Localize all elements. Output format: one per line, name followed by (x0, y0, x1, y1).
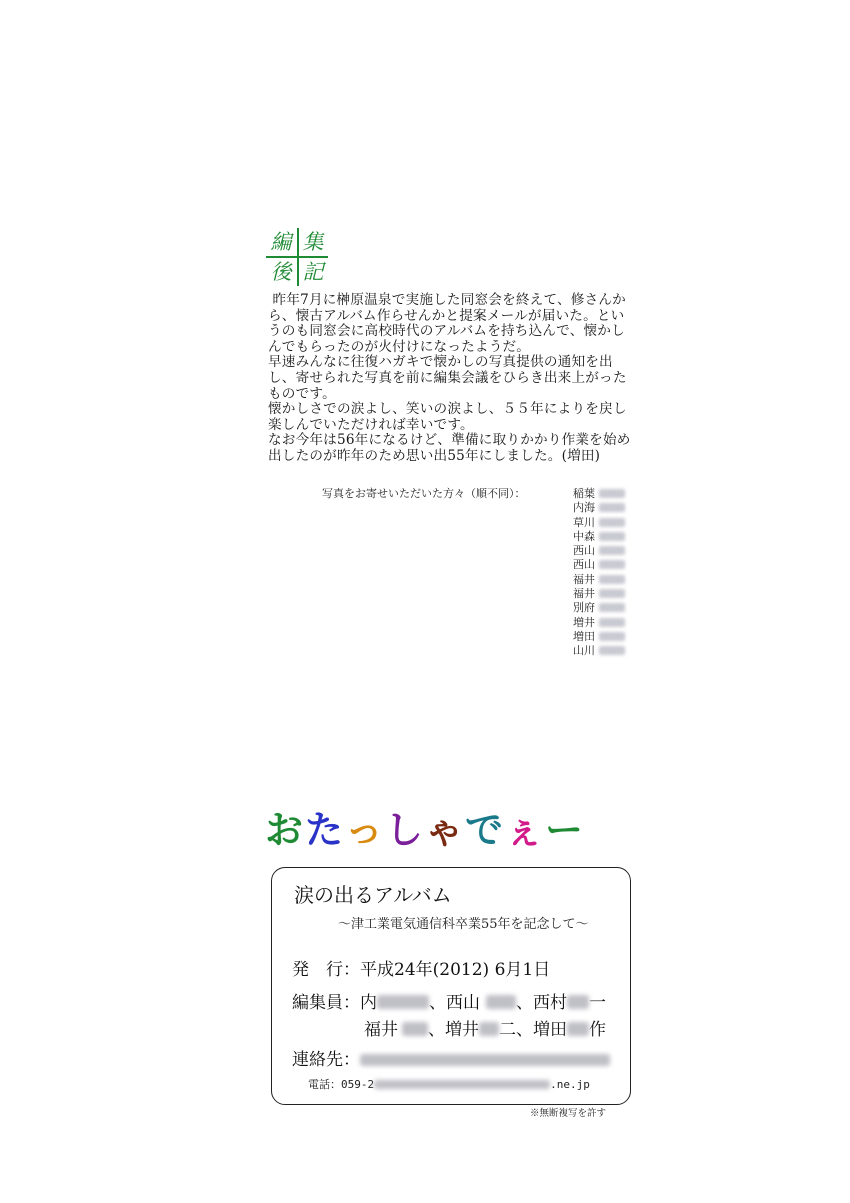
copyright-note: ※無断複写を許す (530, 1108, 607, 1119)
brand-char: で (465, 808, 506, 852)
editor-name: 作 (589, 1020, 606, 1040)
contact-row (292, 1048, 610, 1072)
publish-date: 平成24年(2012) 6月1日 (360, 960, 551, 980)
brand-char: し (384, 808, 425, 852)
redacted-name (599, 589, 625, 598)
phone-row (308, 1078, 590, 1092)
redacted-name (599, 560, 625, 569)
contact-label: 連絡先： (292, 1050, 360, 1070)
body-paragraph-2: 早速みんなに往復ハガキで懐かしの写真提供の通知を出し、寄せられた写真を前に編集会議をひらき出来上がったものです。 (268, 354, 627, 402)
redacted-name (599, 618, 625, 627)
editor-name: 一 (589, 993, 606, 1013)
contributor-name: 山川 (573, 644, 595, 658)
postscript-body (268, 293, 638, 465)
list-item (573, 487, 643, 501)
contributor-name: 増田 (573, 629, 595, 643)
publish-label: 発 行： (292, 960, 360, 980)
brand-char: お (264, 808, 305, 852)
contributor-name: 増井 (573, 615, 595, 629)
contributor-name: 中森 (573, 529, 595, 543)
contributors-list (573, 487, 643, 659)
list-item (573, 544, 643, 558)
editors-row-1 (292, 991, 606, 1015)
editor-name: 、西村 (516, 993, 567, 1013)
redacted-name (599, 632, 625, 641)
redacted-phone-email (374, 1080, 550, 1089)
album-title: 涙の出るアルバム (294, 883, 452, 907)
redacted-name (479, 1022, 499, 1036)
colophon-box (271, 867, 631, 1105)
redacted-address (360, 1054, 610, 1066)
body-paragraph-4: なお今年は56年になるけど、準備に取りかかり作業を始め出したのが昨年のため思い出55年にしました。(増田) (268, 432, 631, 464)
email-tail: .ne.jp (550, 1078, 590, 1091)
editors-row-2 (364, 1018, 606, 1042)
editor-name: 、西山 (429, 993, 480, 1013)
list-item (573, 601, 643, 615)
list-item (573, 501, 643, 515)
brand-char: た (304, 808, 345, 852)
contributor-name: 稲葉 (573, 487, 595, 500)
redacted-name (599, 575, 625, 584)
brand-title (0, 806, 850, 854)
list-item (573, 587, 643, 601)
heading-char-3: 後 (270, 260, 292, 284)
brand-char: ゃ (425, 808, 466, 852)
brand-char: っ (344, 808, 385, 852)
body-paragraph-3: 懐かしさでの涙よし、笑いの涙よし、５５年によりを戻し楽しんでいただければ幸いです。 (268, 401, 627, 433)
editors-label: 編集員： (292, 993, 360, 1013)
album-subtitle: 〜津工業電気通信科卒業55年を記念して〜 (338, 917, 589, 932)
phone-label: 電話：059-2 (308, 1078, 375, 1091)
editor-name: 福井 (364, 1020, 398, 1040)
editor-name: 、増井 (428, 1020, 479, 1040)
contributor-name: 西山 (573, 544, 595, 558)
redacted-name (486, 995, 516, 1009)
redacted-name (567, 1022, 589, 1036)
publish-row (292, 958, 550, 982)
heading-char-2: 集 (302, 230, 324, 254)
contributor-name: 別府 (573, 601, 595, 615)
contributor-name: 福井 (573, 572, 595, 586)
editor-name: 内 (360, 993, 377, 1013)
redacted-name (599, 503, 625, 512)
list-item (573, 558, 643, 572)
contributor-name: 内海 (573, 501, 595, 515)
redacted-name (567, 995, 589, 1009)
brand-char: ー (545, 808, 586, 852)
redacted-name (599, 489, 625, 498)
redacted-name (599, 646, 625, 655)
body-paragraph-1: 昨年7月に榊原温泉で実施した同窓会を終えて、修さんから、懐古アルバム作らせんかと提案メールが届いた。というのも同窓会に高校時代のアルバムを持ち込んで、懐かしんでもらったのが火付けになったようだ。 (268, 292, 626, 355)
redacted-name (599, 603, 625, 612)
contributor-name: 西山 (573, 558, 595, 572)
redacted-name (402, 1022, 428, 1036)
editor-name: 二、増田 (499, 1020, 567, 1040)
list-item (573, 530, 643, 544)
redacted-name (599, 546, 625, 555)
list-item (573, 616, 643, 630)
contributor-name: 草川 (573, 515, 595, 529)
brand-char: ぇ (505, 808, 546, 852)
list-item (573, 644, 643, 658)
contributor-name: 福井 (573, 587, 595, 601)
heading-cross-vertical (297, 228, 299, 286)
heading-char-4: 記 (302, 260, 324, 284)
contributors-label: 写真をお寄せいただいた方々（順不同）： (322, 487, 526, 500)
postscript-heading (266, 228, 328, 286)
list-item (573, 516, 643, 530)
list-item (573, 573, 643, 587)
redacted-name (377, 995, 429, 1009)
redacted-name (599, 532, 625, 541)
redacted-name (599, 518, 625, 527)
heading-char-1: 編 (270, 230, 292, 254)
list-item (573, 630, 643, 644)
